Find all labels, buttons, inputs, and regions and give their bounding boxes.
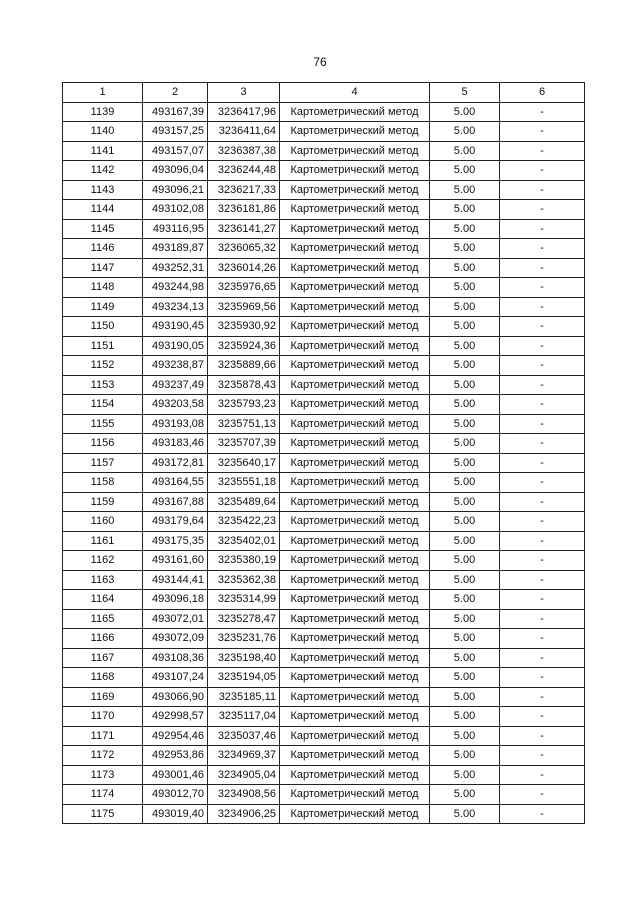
point-number-cell: 1153 bbox=[63, 375, 143, 395]
accuracy-cell: 5.00 bbox=[430, 336, 500, 356]
x-coordinate-cell: 493116,95 bbox=[143, 219, 208, 239]
table-row bbox=[63, 180, 585, 200]
note-cell: - bbox=[500, 512, 585, 532]
note-cell: - bbox=[500, 707, 585, 727]
point-number-cell: 1161 bbox=[63, 531, 143, 551]
accuracy-cell: 5.00 bbox=[430, 765, 500, 785]
note-cell: - bbox=[500, 785, 585, 805]
accuracy-cell: 5.00 bbox=[430, 122, 500, 142]
table-row bbox=[63, 161, 585, 181]
accuracy-cell: 5.00 bbox=[430, 609, 500, 629]
note-cell: - bbox=[500, 278, 585, 298]
table-row bbox=[63, 102, 585, 122]
accuracy-cell: 5.00 bbox=[430, 648, 500, 668]
point-number-cell: 1171 bbox=[63, 726, 143, 746]
method-cell: Картометрический метод bbox=[280, 102, 430, 122]
accuracy-cell: 5.00 bbox=[430, 512, 500, 532]
accuracy-cell: 5.00 bbox=[430, 200, 500, 220]
method-cell: Картометрический метод bbox=[280, 687, 430, 707]
point-number-cell: 1159 bbox=[63, 492, 143, 512]
accuracy-cell: 5.00 bbox=[430, 161, 500, 181]
method-cell: Картометрический метод bbox=[280, 258, 430, 278]
y-coordinate-cell: 3234906,25 bbox=[208, 804, 280, 824]
table-row bbox=[63, 258, 585, 278]
point-number-cell: 1139 bbox=[63, 102, 143, 122]
method-cell: Картометрический метод bbox=[280, 336, 430, 356]
note-cell: - bbox=[500, 297, 585, 317]
method-cell: Картометрический метод bbox=[280, 726, 430, 746]
method-cell: Картометрический метод bbox=[280, 317, 430, 337]
y-coordinate-cell: 3235194,05 bbox=[208, 668, 280, 688]
table-row bbox=[63, 765, 585, 785]
point-number-cell: 1143 bbox=[63, 180, 143, 200]
point-number-cell: 1145 bbox=[63, 219, 143, 239]
point-number-cell: 1169 bbox=[63, 687, 143, 707]
x-coordinate-cell: 493164,55 bbox=[143, 473, 208, 493]
x-coordinate-cell: 493066,90 bbox=[143, 687, 208, 707]
accuracy-cell: 5.00 bbox=[430, 414, 500, 434]
note-cell: - bbox=[500, 356, 585, 376]
accuracy-cell: 5.00 bbox=[430, 395, 500, 415]
y-coordinate-cell: 3235185,11 bbox=[208, 687, 280, 707]
x-coordinate-cell: 493234,13 bbox=[143, 297, 208, 317]
point-number-cell: 1148 bbox=[63, 278, 143, 298]
note-cell: - bbox=[500, 219, 585, 239]
x-coordinate-cell: 493157,07 bbox=[143, 141, 208, 161]
header-cell-3: 3 bbox=[208, 83, 280, 103]
accuracy-cell: 5.00 bbox=[430, 804, 500, 824]
y-coordinate-cell: 3235551,18 bbox=[208, 473, 280, 493]
x-coordinate-cell: 493238,87 bbox=[143, 356, 208, 376]
table-body bbox=[63, 102, 585, 824]
x-coordinate-cell: 493107,24 bbox=[143, 668, 208, 688]
note-cell: - bbox=[500, 687, 585, 707]
note-cell: - bbox=[500, 102, 585, 122]
header-cell-1: 1 bbox=[63, 83, 143, 103]
y-coordinate-cell: 3236217,33 bbox=[208, 180, 280, 200]
table-row bbox=[63, 453, 585, 473]
method-cell: Картометрический метод bbox=[280, 668, 430, 688]
table-row bbox=[63, 531, 585, 551]
coordinates-table bbox=[62, 82, 585, 824]
y-coordinate-cell: 3236244,48 bbox=[208, 161, 280, 181]
x-coordinate-cell: 493193,08 bbox=[143, 414, 208, 434]
method-cell: Картометрический метод bbox=[280, 239, 430, 259]
method-cell: Картометрический метод bbox=[280, 161, 430, 181]
y-coordinate-cell: 3235314,99 bbox=[208, 590, 280, 610]
x-coordinate-cell: 493237,49 bbox=[143, 375, 208, 395]
method-cell: Картометрический метод bbox=[280, 219, 430, 239]
point-number-cell: 1174 bbox=[63, 785, 143, 805]
y-coordinate-cell: 3235362,38 bbox=[208, 570, 280, 590]
note-cell: - bbox=[500, 609, 585, 629]
note-cell: - bbox=[500, 726, 585, 746]
accuracy-cell: 5.00 bbox=[430, 570, 500, 590]
point-number-cell: 1165 bbox=[63, 609, 143, 629]
table-row bbox=[63, 492, 585, 512]
x-coordinate-cell: 493161,60 bbox=[143, 551, 208, 571]
x-coordinate-cell: 493072,01 bbox=[143, 609, 208, 629]
table-row bbox=[63, 219, 585, 239]
x-coordinate-cell: 493190,45 bbox=[143, 317, 208, 337]
note-cell: - bbox=[500, 473, 585, 493]
y-coordinate-cell: 3235380,19 bbox=[208, 551, 280, 571]
x-coordinate-cell: 493189,87 bbox=[143, 239, 208, 259]
y-coordinate-cell: 3235198,40 bbox=[208, 648, 280, 668]
table-row bbox=[63, 297, 585, 317]
y-coordinate-cell: 3235489,64 bbox=[208, 492, 280, 512]
accuracy-cell: 5.00 bbox=[430, 434, 500, 454]
method-cell: Картометрический метод bbox=[280, 648, 430, 668]
table-row bbox=[63, 512, 585, 532]
table-row bbox=[63, 707, 585, 727]
accuracy-cell: 5.00 bbox=[430, 590, 500, 610]
note-cell: - bbox=[500, 180, 585, 200]
x-coordinate-cell: 493252,31 bbox=[143, 258, 208, 278]
method-cell: Картометрический метод bbox=[280, 707, 430, 727]
accuracy-cell: 5.00 bbox=[430, 375, 500, 395]
x-coordinate-cell: 492954,46 bbox=[143, 726, 208, 746]
point-number-cell: 1150 bbox=[63, 317, 143, 337]
method-cell: Картометрический метод bbox=[280, 765, 430, 785]
x-coordinate-cell: 493157,25 bbox=[143, 122, 208, 142]
table-row bbox=[63, 414, 585, 434]
x-coordinate-cell: 493102,08 bbox=[143, 200, 208, 220]
method-cell: Картометрический метод bbox=[280, 278, 430, 298]
table-row bbox=[63, 648, 585, 668]
y-coordinate-cell: 3235640,17 bbox=[208, 453, 280, 473]
point-number-cell: 1167 bbox=[63, 648, 143, 668]
note-cell: - bbox=[500, 492, 585, 512]
method-cell: Картометрический метод bbox=[280, 122, 430, 142]
method-cell: Картометрический метод bbox=[280, 590, 430, 610]
point-number-cell: 1152 bbox=[63, 356, 143, 376]
note-cell: - bbox=[500, 239, 585, 259]
x-coordinate-cell: 493019,40 bbox=[143, 804, 208, 824]
method-cell: Картометрический метод bbox=[280, 785, 430, 805]
point-number-cell: 1140 bbox=[63, 122, 143, 142]
note-cell: - bbox=[500, 551, 585, 571]
note-cell: - bbox=[500, 414, 585, 434]
method-cell: Картометрический метод bbox=[280, 453, 430, 473]
table-row bbox=[63, 668, 585, 688]
x-coordinate-cell: 493183,46 bbox=[143, 434, 208, 454]
header-cell-2: 2 bbox=[143, 83, 208, 103]
y-coordinate-cell: 3236417,96 bbox=[208, 102, 280, 122]
y-coordinate-cell: 3235878,43 bbox=[208, 375, 280, 395]
note-cell: - bbox=[500, 200, 585, 220]
point-number-cell: 1160 bbox=[63, 512, 143, 532]
note-cell: - bbox=[500, 434, 585, 454]
method-cell: Картометрический метод bbox=[280, 804, 430, 824]
y-coordinate-cell: 3234908,56 bbox=[208, 785, 280, 805]
method-cell: Картометрический метод bbox=[280, 609, 430, 629]
method-cell: Картометрический метод bbox=[280, 512, 430, 532]
point-number-cell: 1170 bbox=[63, 707, 143, 727]
accuracy-cell: 5.00 bbox=[430, 668, 500, 688]
method-cell: Картометрический метод bbox=[280, 492, 430, 512]
point-number-cell: 1147 bbox=[63, 258, 143, 278]
header-cell-5: 5 bbox=[430, 83, 500, 103]
y-coordinate-cell: 3235924,36 bbox=[208, 336, 280, 356]
accuracy-cell: 5.00 bbox=[430, 258, 500, 278]
method-cell: Картометрический метод bbox=[280, 297, 430, 317]
y-coordinate-cell: 3235117,04 bbox=[208, 707, 280, 727]
x-coordinate-cell: 493175,35 bbox=[143, 531, 208, 551]
method-cell: Картометрический метод bbox=[280, 141, 430, 161]
y-coordinate-cell: 3235037,46 bbox=[208, 726, 280, 746]
x-coordinate-cell: 492953,86 bbox=[143, 746, 208, 766]
x-coordinate-cell: 493108,36 bbox=[143, 648, 208, 668]
note-cell: - bbox=[500, 648, 585, 668]
y-coordinate-cell: 3235930,92 bbox=[208, 317, 280, 337]
accuracy-cell: 5.00 bbox=[430, 180, 500, 200]
y-coordinate-cell: 3235231,76 bbox=[208, 629, 280, 649]
note-cell: - bbox=[500, 395, 585, 415]
point-number-cell: 1163 bbox=[63, 570, 143, 590]
table-row bbox=[63, 473, 585, 493]
y-coordinate-cell: 3236065,32 bbox=[208, 239, 280, 259]
accuracy-cell: 5.00 bbox=[430, 141, 500, 161]
table-row bbox=[63, 356, 585, 376]
method-cell: Картометрический метод bbox=[280, 375, 430, 395]
x-coordinate-cell: 493096,18 bbox=[143, 590, 208, 610]
point-number-cell: 1144 bbox=[63, 200, 143, 220]
x-coordinate-cell: 493072,09 bbox=[143, 629, 208, 649]
note-cell: - bbox=[500, 375, 585, 395]
method-cell: Картометрический метод bbox=[280, 180, 430, 200]
table-row bbox=[63, 570, 585, 590]
x-coordinate-cell: 493012,70 bbox=[143, 785, 208, 805]
y-coordinate-cell: 3236411,64 bbox=[208, 122, 280, 142]
note-cell: - bbox=[500, 765, 585, 785]
method-cell: Картометрический метод bbox=[280, 570, 430, 590]
accuracy-cell: 5.00 bbox=[430, 687, 500, 707]
x-coordinate-cell: 493001,46 bbox=[143, 765, 208, 785]
x-coordinate-cell: 493096,04 bbox=[143, 161, 208, 181]
note-cell: - bbox=[500, 122, 585, 142]
point-number-cell: 1173 bbox=[63, 765, 143, 785]
note-cell: - bbox=[500, 258, 585, 278]
note-cell: - bbox=[500, 668, 585, 688]
point-number-cell: 1162 bbox=[63, 551, 143, 571]
y-coordinate-cell: 3235402,01 bbox=[208, 531, 280, 551]
method-cell: Картометрический метод bbox=[280, 551, 430, 571]
table-row bbox=[63, 336, 585, 356]
x-coordinate-cell: 493179,64 bbox=[143, 512, 208, 532]
table-row bbox=[63, 317, 585, 337]
note-cell: - bbox=[500, 317, 585, 337]
header-cell-4: 4 bbox=[280, 83, 430, 103]
x-coordinate-cell: 493144,41 bbox=[143, 570, 208, 590]
point-number-cell: 1168 bbox=[63, 668, 143, 688]
point-number-cell: 1154 bbox=[63, 395, 143, 415]
table-row bbox=[63, 590, 585, 610]
point-number-cell: 1151 bbox=[63, 336, 143, 356]
note-cell: - bbox=[500, 746, 585, 766]
page-number: 76 bbox=[313, 55, 327, 69]
accuracy-cell: 5.00 bbox=[430, 317, 500, 337]
note-cell: - bbox=[500, 161, 585, 181]
accuracy-cell: 5.00 bbox=[430, 278, 500, 298]
table-row bbox=[63, 375, 585, 395]
y-coordinate-cell: 3236141,27 bbox=[208, 219, 280, 239]
x-coordinate-cell: 492998,57 bbox=[143, 707, 208, 727]
point-number-cell: 1141 bbox=[63, 141, 143, 161]
method-cell: Картометрический метод bbox=[280, 531, 430, 551]
accuracy-cell: 5.00 bbox=[430, 726, 500, 746]
accuracy-cell: 5.00 bbox=[430, 453, 500, 473]
table-row bbox=[63, 746, 585, 766]
table-row bbox=[63, 629, 585, 649]
y-coordinate-cell: 3235889,66 bbox=[208, 356, 280, 376]
accuracy-cell: 5.00 bbox=[430, 356, 500, 376]
x-coordinate-cell: 493203,58 bbox=[143, 395, 208, 415]
note-cell: - bbox=[500, 804, 585, 824]
y-coordinate-cell: 3236387,38 bbox=[208, 141, 280, 161]
point-number-cell: 1155 bbox=[63, 414, 143, 434]
table-row bbox=[63, 141, 585, 161]
method-cell: Картометрический метод bbox=[280, 356, 430, 376]
note-cell: - bbox=[500, 531, 585, 551]
y-coordinate-cell: 3235976,65 bbox=[208, 278, 280, 298]
y-coordinate-cell: 3235422,23 bbox=[208, 512, 280, 532]
point-number-cell: 1157 bbox=[63, 453, 143, 473]
accuracy-cell: 5.00 bbox=[430, 297, 500, 317]
x-coordinate-cell: 493172,81 bbox=[143, 453, 208, 473]
y-coordinate-cell: 3235969,56 bbox=[208, 297, 280, 317]
table-row bbox=[63, 551, 585, 571]
point-number-cell: 1158 bbox=[63, 473, 143, 493]
accuracy-cell: 5.00 bbox=[430, 707, 500, 727]
x-coordinate-cell: 493190,05 bbox=[143, 336, 208, 356]
note-cell: - bbox=[500, 590, 585, 610]
table-row bbox=[63, 609, 585, 629]
note-cell: - bbox=[500, 570, 585, 590]
x-coordinate-cell: 493244,98 bbox=[143, 278, 208, 298]
method-cell: Картометрический метод bbox=[280, 395, 430, 415]
point-number-cell: 1142 bbox=[63, 161, 143, 181]
y-coordinate-cell: 3234969,37 bbox=[208, 746, 280, 766]
accuracy-cell: 5.00 bbox=[430, 785, 500, 805]
table-row bbox=[63, 804, 585, 824]
x-coordinate-cell: 493096,21 bbox=[143, 180, 208, 200]
table-row bbox=[63, 122, 585, 142]
method-cell: Картометрический метод bbox=[280, 434, 430, 454]
point-number-cell: 1164 bbox=[63, 590, 143, 610]
method-cell: Картометрический метод bbox=[280, 473, 430, 493]
accuracy-cell: 5.00 bbox=[430, 629, 500, 649]
y-coordinate-cell: 3235278,47 bbox=[208, 609, 280, 629]
point-number-cell: 1175 bbox=[63, 804, 143, 824]
table-row bbox=[63, 785, 585, 805]
table-row bbox=[63, 278, 585, 298]
table-row bbox=[63, 239, 585, 259]
accuracy-cell: 5.00 bbox=[430, 219, 500, 239]
y-coordinate-cell: 3236014,26 bbox=[208, 258, 280, 278]
accuracy-cell: 5.00 bbox=[430, 492, 500, 512]
table-row bbox=[63, 434, 585, 454]
point-number-cell: 1166 bbox=[63, 629, 143, 649]
accuracy-cell: 5.00 bbox=[430, 551, 500, 571]
point-number-cell: 1149 bbox=[63, 297, 143, 317]
accuracy-cell: 5.00 bbox=[430, 102, 500, 122]
table-row bbox=[63, 200, 585, 220]
y-coordinate-cell: 3235793,23 bbox=[208, 395, 280, 415]
header-cell-6: 6 bbox=[500, 83, 585, 103]
accuracy-cell: 5.00 bbox=[430, 531, 500, 551]
table-row bbox=[63, 395, 585, 415]
x-coordinate-cell: 493167,39 bbox=[143, 102, 208, 122]
method-cell: Картометрический метод bbox=[280, 629, 430, 649]
y-coordinate-cell: 3235751,13 bbox=[208, 414, 280, 434]
accuracy-cell: 5.00 bbox=[430, 239, 500, 259]
note-cell: - bbox=[500, 629, 585, 649]
method-cell: Картометрический метод bbox=[280, 746, 430, 766]
accuracy-cell: 5.00 bbox=[430, 473, 500, 493]
point-number-cell: 1172 bbox=[63, 746, 143, 766]
x-coordinate-cell: 493167,88 bbox=[143, 492, 208, 512]
y-coordinate-cell: 3236181,86 bbox=[208, 200, 280, 220]
method-cell: Картометрический метод bbox=[280, 200, 430, 220]
table-header-row bbox=[63, 83, 585, 103]
point-number-cell: 1156 bbox=[63, 434, 143, 454]
note-cell: - bbox=[500, 336, 585, 356]
note-cell: - bbox=[500, 453, 585, 473]
method-cell: Картометрический метод bbox=[280, 414, 430, 434]
accuracy-cell: 5.00 bbox=[430, 746, 500, 766]
note-cell: - bbox=[500, 141, 585, 161]
point-number-cell: 1146 bbox=[63, 239, 143, 259]
y-coordinate-cell: 3235707,39 bbox=[208, 434, 280, 454]
table-row bbox=[63, 726, 585, 746]
y-coordinate-cell: 3234905,04 bbox=[208, 765, 280, 785]
table-row bbox=[63, 687, 585, 707]
